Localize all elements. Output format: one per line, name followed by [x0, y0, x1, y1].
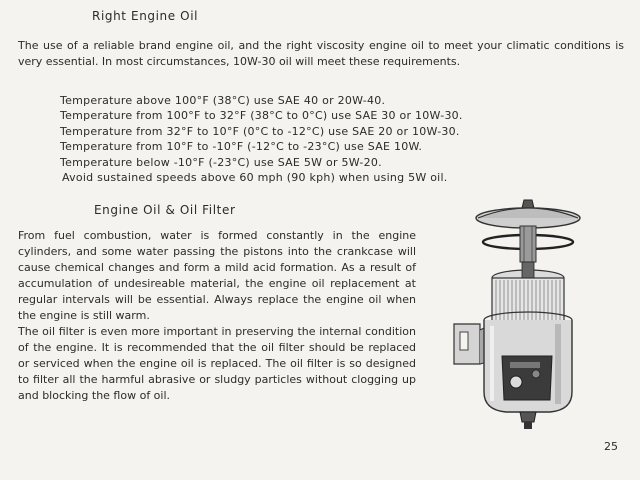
intro-paragraph-block	[18, 38, 624, 70]
temperature-list	[60, 93, 463, 185]
temperature-item: Temperature from 100°F to 32°F (38°C to 0°C) use SAE 30 or 10W-30.	[60, 109, 463, 123]
page-number: 25	[604, 440, 618, 453]
oil-filter-text	[18, 228, 416, 404]
temperature-item: Temperature below -10°F (-23°C) use SAE 5W or 5W-20.	[60, 155, 382, 169]
temperature-item: Temperature from 10°F to -10°F (-12°C to -23°C) use SAE 10W.	[60, 140, 423, 154]
body-paragraph-filter: The oil filter is even more important in preserving the internal condition of the engine. It is recommended that the oil filter should be replaced or serviced when the engine oil is replaced. The oil filter is so designed to filter all the harmful abrasive or sludgy particles without clogging up and blocking the flow of oil.	[18, 325, 416, 402]
section-heading-oil-filter: Engine Oil & Oil Filter	[94, 203, 236, 217]
temperature-item: Temperature from 32°F to 10°F (0°C to -12°C) use SAE 20 or 10W-30.	[60, 124, 460, 138]
body-paragraph-combustion: From fuel combustion, water is formed constantly in the engine cylinders, and some water passing the pistons into the crankcase will cause chemical changes and form a mild acid formation. As a result of accumulation of undesireable material, the engine oil replacement at regular intervals will be essential. Always replace the engine oil when the engine is still warm.	[18, 229, 416, 322]
oil-filter-illustration	[440, 196, 610, 441]
oil-filter-icon	[440, 196, 610, 441]
speed-advice: Avoid sustained speeds above 60 mph (90 kph) when using 5W oil.	[62, 171, 448, 185]
temperature-item: Temperature above 100°F (38°C) use SAE 40 or 20W-40.	[60, 94, 386, 107]
section-heading-engine-oil: Right Engine Oil	[92, 9, 199, 23]
intro-paragraph: The use of a reliable brand engine oil, and the right viscosity engine oil to meet your climatic conditions is very essential. In most circumstances, 10W-30 oil will meet these requirements.	[18, 39, 624, 68]
